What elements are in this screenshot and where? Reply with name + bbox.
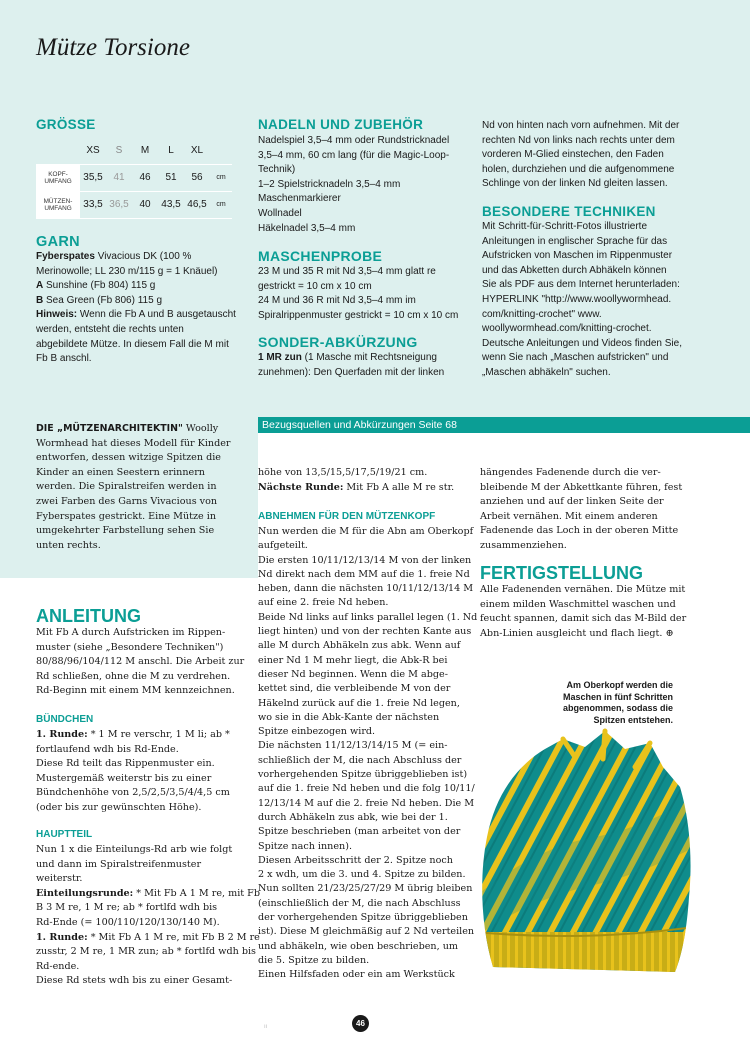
hauptteil-heading: HAUPTTEIL [36, 829, 93, 840]
size-cell: 43,5 [158, 191, 184, 218]
size-cell: 35,5 [80, 164, 106, 191]
hauptteil-text: Nun 1 x die Einteilungs-Rd arb wie folgt und dann im Spiralstreifenmuster weiterstr. Einteilungsrunde: * Mit Fb A 1 M re, mit Fb B 3 M re, 1 M re; ab * fortlfd wdh bis Rd-Ende (= 100/110/120/130/140 M). 1. Runde: * Mit Fb A 1 M re, mit Fb B 2 M re zusstr, 2 M re, 1 MR zun; ab * fortlfd wdh bis Rd-ende. Diese Rd stets wdh bis zu einer Gesamt- [36, 844, 260, 987]
knitted-hat-photo [475, 727, 695, 984]
size-cell: 33,5 [80, 191, 106, 218]
row-label: KOPF- UMFANG [36, 164, 80, 191]
nadeln-text: Nadelspiel 3,5–4 mm oder Rundstricknadel 3,5–4 mm, 60 cm lang (für die Magic-Loop- Technik) 1–2 Spielstricknadeln 3,5–4 mm Maschenmarkierer Wollnadel Häkelnadel 3,5–4 mm [258, 135, 450, 234]
unit-label: cm [210, 191, 232, 218]
buendchen-text: 1. Runde: * 1 M re verschr, 1 M li; ab * fortlaufend wdh bis Rd-Ende. Diese Rd teilt das Rippenmuster ein. Mustergemäß weiterstr bis zu einer Bündchenhöhe von 2,5/2,5/3,5/4/4,5 cm (oder bis zur gewünschten Höhe). [36, 729, 230, 813]
size-header: XS [80, 137, 106, 164]
size-cell: 46 [132, 164, 158, 191]
fertigstellung-heading: FERTIGSTELLUNG [480, 563, 643, 583]
size-header: L [158, 137, 184, 164]
unit-label: cm [210, 164, 232, 191]
buendchen-heading: BÜNDCHEN [36, 714, 94, 725]
size-row-muetzenumfang [36, 191, 232, 218]
abnehmen-text: Nun werden die M für die Abn am Oberkopf aufgeteilt. Die ersten 10/11/12/13/14 M von der linken Nd direkt nach dem MM auf die 1. freie Nd heben, dann die nächsten 10/11/12/13/14 M auf eine 2. freie Nd heben. Beide Nd links auf links parallel legen (1. Nd liegt hinten) und von der rechten Kante aus alle M durch Abhäkeln zus abk. Wenn auf einer Nd 1 M mehr liegt, die Abk-R bei dieser Nd beginnen. Wenn die M abge- kettet sind, die verbleibende M von der Häkelnd zurück auf die 1. freie Nd legen, wo sie in die Abk-Kante der nächsten Spitze einbezogen wird. Die nächsten 11/12/13/14/15 M (= ein- schließlich der M, die nach Abschluss der vorhergehenden Spitze übriggeblieben ist) auf die 1. freie Nd heben und die folg 10/11/ 12/13/14 M auf die 2. freie Nd heben. Die M durch Abhäkeln zus abk, wie bei der 1. Spitze beschrieben (man arbeitet von der Spitze nach innen). Diesen Arbeitsschritt der 2. Spitze noch 2 x wdh, um die 3. und 4. Spitze zu bilden. Nun sollten 21/23/25/27/29 M übrig bleiben (einschließlich der M, die nach Abschluss der vorhergehenden Spitze übriggeblieben ist). Diese M gleichmäßig auf 2 Nd verteilen und abhäkeln, wie oben beschrieben, um die 5. Spitze zu bilden. Einen Hilfsfaden oder ein am Werkstück [258, 526, 478, 981]
sonder-heading: SONDER-ABKÜRZUNG [258, 334, 418, 350]
page-title: Mütze Torsione [36, 34, 190, 61]
techniken-text: Mit Schritt-für-Schritt-Fotos illustrierte Anleitungen in englischer Sprache für das Aufstricken von Maschen im Rippenmuster und das Abketten durch Abhäkeln können Sie als PDF aus dem Internet herunterladen: HYPERLINK "http://www.woollywormhead. com/knitting-crochet" www. woollywormhead.com/knitting-crochet. Deutsche Anleitungen und Videos finden Sie, wenn Sie nach „Maschen aufstricken" und „Maschen abhäkeln" suchen. [482, 221, 682, 378]
size-cell: 40 [132, 191, 158, 218]
sonder-text: 1 MR zun (1 Masche mit Rechtsneigung zunehmen): Den Querfaden mit der linken [258, 352, 445, 378]
bezugsquellen-bar: Bezugsquellen und Abkürzungen Seite 68 [258, 417, 750, 433]
photo-caption: Am Oberkopf werden die Maschen in fünf Schritten abgenommen, sodass die Spitzen entstehen. [562, 680, 673, 725]
nadeln-heading: NADELN UND ZUBEHÖR [258, 117, 424, 132]
techniken-heading: BESONDERE TECHNIKEN [482, 204, 656, 219]
maschenprobe-text: 23 M und 35 R mit Nd 3,5–4 mm glatt re gestrickt = 10 cm x 10 cm 24 M und 36 R mit Nd 3,5–4 mm im Spiralrippenmuster gestrickt = 10 cm x 10 cm [258, 266, 459, 321]
abnehmen-heading: ABNEHMEN FÜR DEN MÜTZENKOPF [258, 511, 436, 522]
footer-mark: ıı [264, 1024, 268, 1030]
size-cell: 41 [106, 164, 132, 191]
size-header: XL [184, 137, 210, 164]
col2-top-text: höhe von 13,5/15,5/17,5/19/21 cm. Nächste Runde: Mit Fb A alle M re str. [258, 467, 455, 493]
size-cell: 36,5 [106, 191, 132, 218]
size-header: M [132, 137, 158, 164]
size-cell: 56 [184, 164, 210, 191]
garn-heading: GARN [36, 234, 80, 250]
size-header: S [106, 137, 132, 164]
row-label: MÜTZEN- UMFANG [36, 191, 80, 218]
size-header-row [36, 137, 232, 164]
size-cell: 51 [158, 164, 184, 191]
maschenprobe-heading: MASCHENPROBE [258, 248, 383, 264]
sonder-continuation-text: Nd von hinten nach vorn aufnehmen. Mit der rechten Nd von links nach rechts unter dem vorderen M-Glied einstechen, den Faden holen, durchziehen und die aufgenommene Schlinge von der linken Nd gleiten lassen. [482, 120, 680, 190]
anleitung-heading: ANLEITUNG [36, 606, 141, 626]
col3-top-text: hängendes Fadenende durch die ver- bleibende M der Abkettkante führen, fest anziehen und auf der linken Seite der Arbeit vernähen. Mit einem anderen Fadenende das Loch in der oberen Mitte zusammenziehen. [480, 467, 683, 551]
intro-text: DIE „MÜTZENARCHITEKTIN" Woolly Wormhead hat dieses Modell für Kinder entworfen, dessen witzige Spitzen die Kinder an einen Seestern erinnern werden. Die Spiralstreifen werden in zwei Farben des Garns Vivacious von Fyberspates gestrickt. Eine Mütze in umgekehrter Farbstellung sehen Sie unten rechts. [36, 423, 231, 551]
page-number: 46 [352, 1015, 369, 1032]
anleitung-intro: Mit Fb A durch Aufstricken im Rippen- muster (siehe „Besondere Techniken") 80/88/96/104/112 M anschl. Die Arbeit zur Rd schließen, ohne die M zu verdrehen. Rd-Beginn mit einem MM kennzeichnen. [36, 627, 245, 697]
size-table [36, 137, 232, 219]
groesse-heading: GRÖSSE [36, 117, 96, 132]
garn-text: Fyberspates Vivacious DK (100 % Merinowolle; LL 230 m/115 g = 1 Knäuel) A Sunshine (Fb 804) 115 g B Sea Green (Fb 806) 115 g Hinweis: Wenn die Fb A und B ausgetauscht werden, entsteht die rechts unten abgebildete Mütze. In diesem Fall die M mit Fb B anschl. [36, 251, 236, 365]
size-cell: 46,5 [184, 191, 210, 218]
fertigstellung-text: Alle Fadenenden vernähen. Die Mütze mit einem milden Waschmittel waschen und feucht spannen, damit sich das M-Bild der Abn-Linien ausgleicht und flach liegt. ⊕ [480, 584, 687, 639]
size-row-kopfumfang [36, 164, 232, 191]
